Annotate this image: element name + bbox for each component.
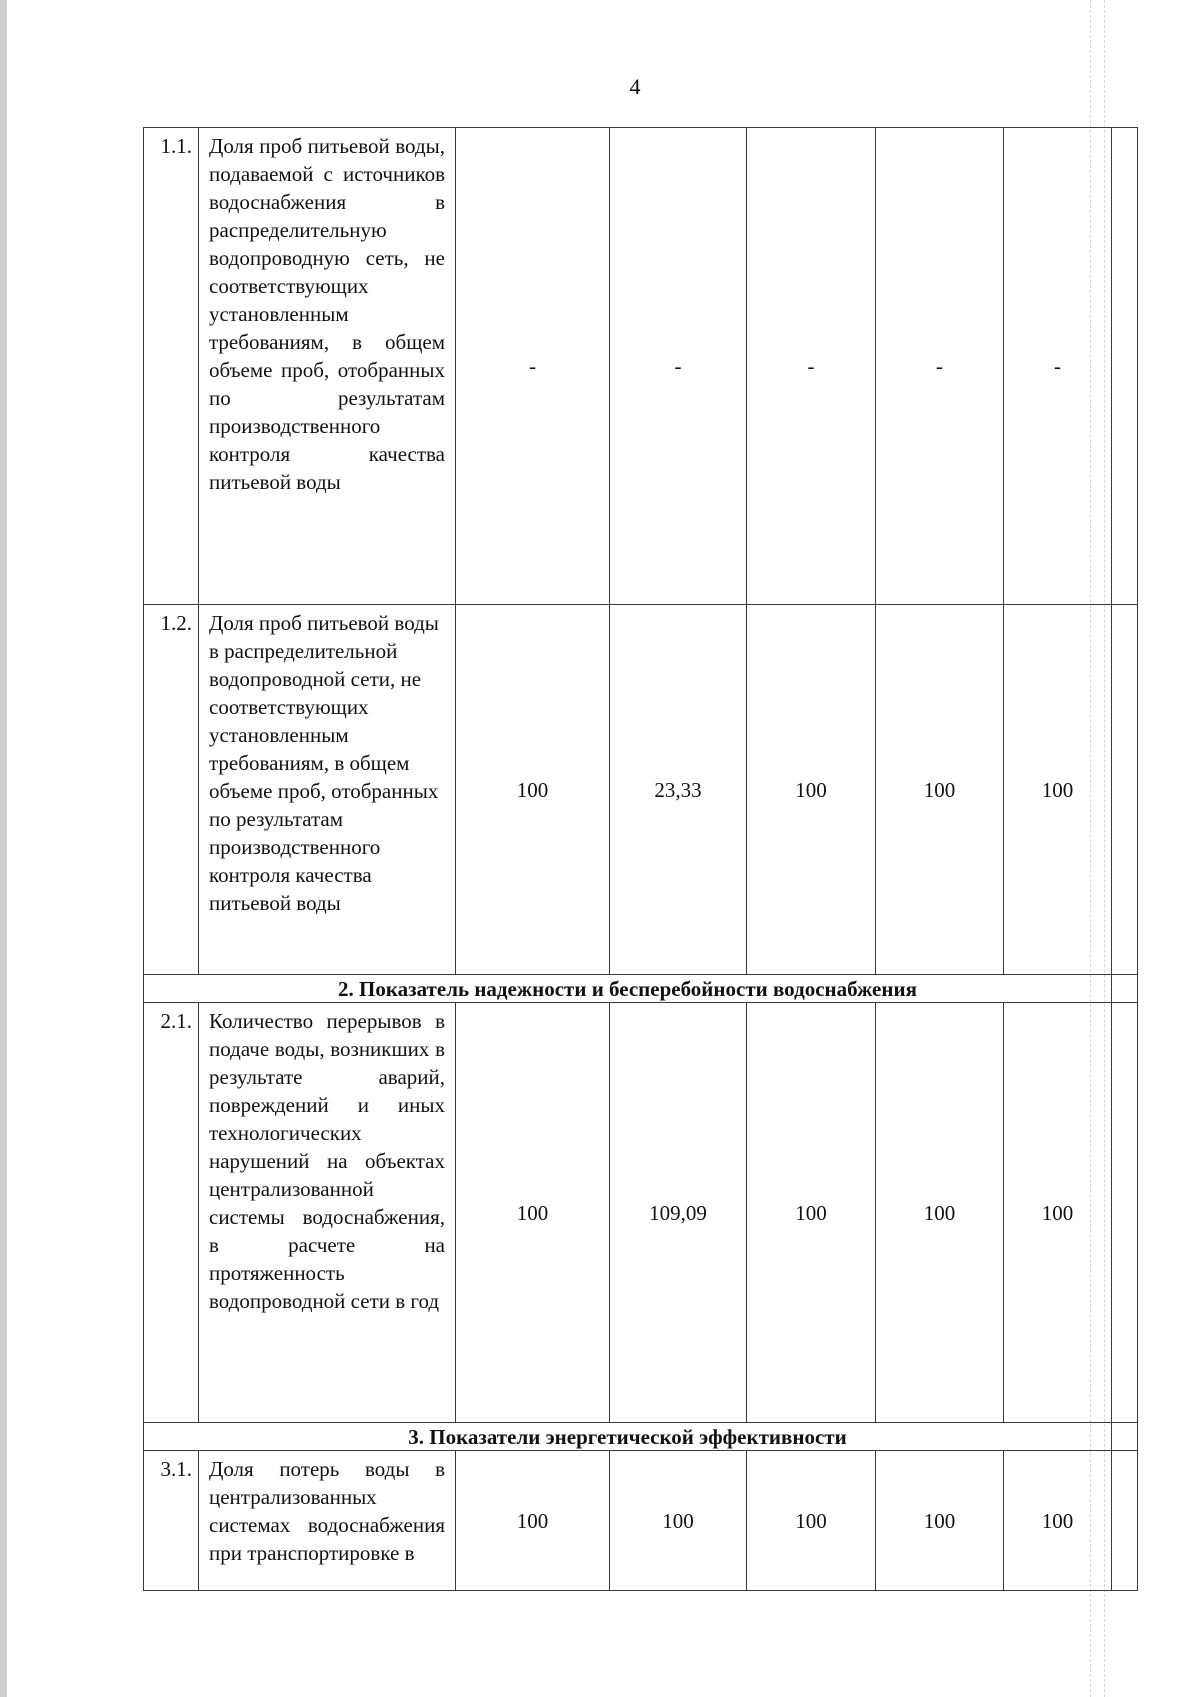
empty-cell [1112, 1423, 1138, 1451]
empty-cell [1112, 128, 1138, 605]
value-cell: 100 [456, 605, 610, 975]
value-cell: - [747, 128, 876, 605]
value-cell: 100 [1004, 1451, 1112, 1591]
section-title: 3. Показатели энергетической эффективности [144, 1423, 1112, 1451]
value-cell: 100 [876, 1451, 1004, 1591]
value-cell: - [456, 128, 610, 605]
value-cell: 100 [876, 1003, 1004, 1423]
indicators-table [143, 127, 1138, 1591]
value-cell: 100 [1004, 1003, 1112, 1423]
table-row [144, 128, 1138, 605]
empty-cell [1112, 1003, 1138, 1423]
page-number: 4 [629, 74, 641, 99]
value-cell: 100 [876, 605, 1004, 975]
value-cell: - [1004, 128, 1112, 605]
row-number: 1.2. [144, 605, 199, 975]
section-row [144, 975, 1138, 1003]
section-row [144, 1423, 1138, 1451]
indicator-name: Количество перерывов в подаче воды, возникших в результате аварий, повреждений и иных технологических нарушений на объектах централизованной системы водоснабжения, в расчете на протяженность водопроводной сети в год [199, 1003, 456, 1423]
value-cell: 100 [610, 1451, 747, 1591]
empty-cell [1112, 605, 1138, 975]
empty-cell [1112, 1451, 1138, 1591]
value-cell: 100 [1004, 605, 1112, 975]
table-row [144, 1451, 1138, 1591]
section-title: 2. Показатель надежности и бесперебойности водоснабжения [144, 975, 1112, 1003]
value-cell: 100 [747, 605, 876, 975]
row-number: 2.1. [144, 1003, 199, 1423]
value-cell: 100 [456, 1003, 610, 1423]
row-number: 1.1. [144, 128, 199, 605]
value-cell: 100 [747, 1003, 876, 1423]
indicator-name: Доля проб питьевой воды в распределительной водопроводной сети, не соответствующих установленным требованиям, в общем объеме проб, отобранных по результатам производственного контроля качества питьевой воды [199, 605, 456, 975]
row-number: 3.1. [144, 1451, 199, 1591]
value-cell: 23,33 [610, 605, 747, 975]
value-cell: 109,09 [610, 1003, 747, 1423]
value-cell: 100 [456, 1451, 610, 1591]
scan-left-edge [0, 0, 7, 1697]
indicator-name: Доля проб питьевой воды, подаваемой с источников водоснабжения в распределительную водопроводную сеть, не соответствующих установленным требованиям, в общем объеме проб, отобранных по результатам производственного контроля качества питьевой воды [199, 128, 456, 605]
value-cell: - [610, 128, 747, 605]
table-row [144, 1003, 1138, 1423]
indicator-name: Доля потерь воды в централизованных системах водоснабжения при транспортировке в [199, 1451, 456, 1591]
table-row [144, 605, 1138, 975]
value-cell: - [876, 128, 1004, 605]
value-cell: 100 [747, 1451, 876, 1591]
empty-cell [1112, 975, 1138, 1003]
